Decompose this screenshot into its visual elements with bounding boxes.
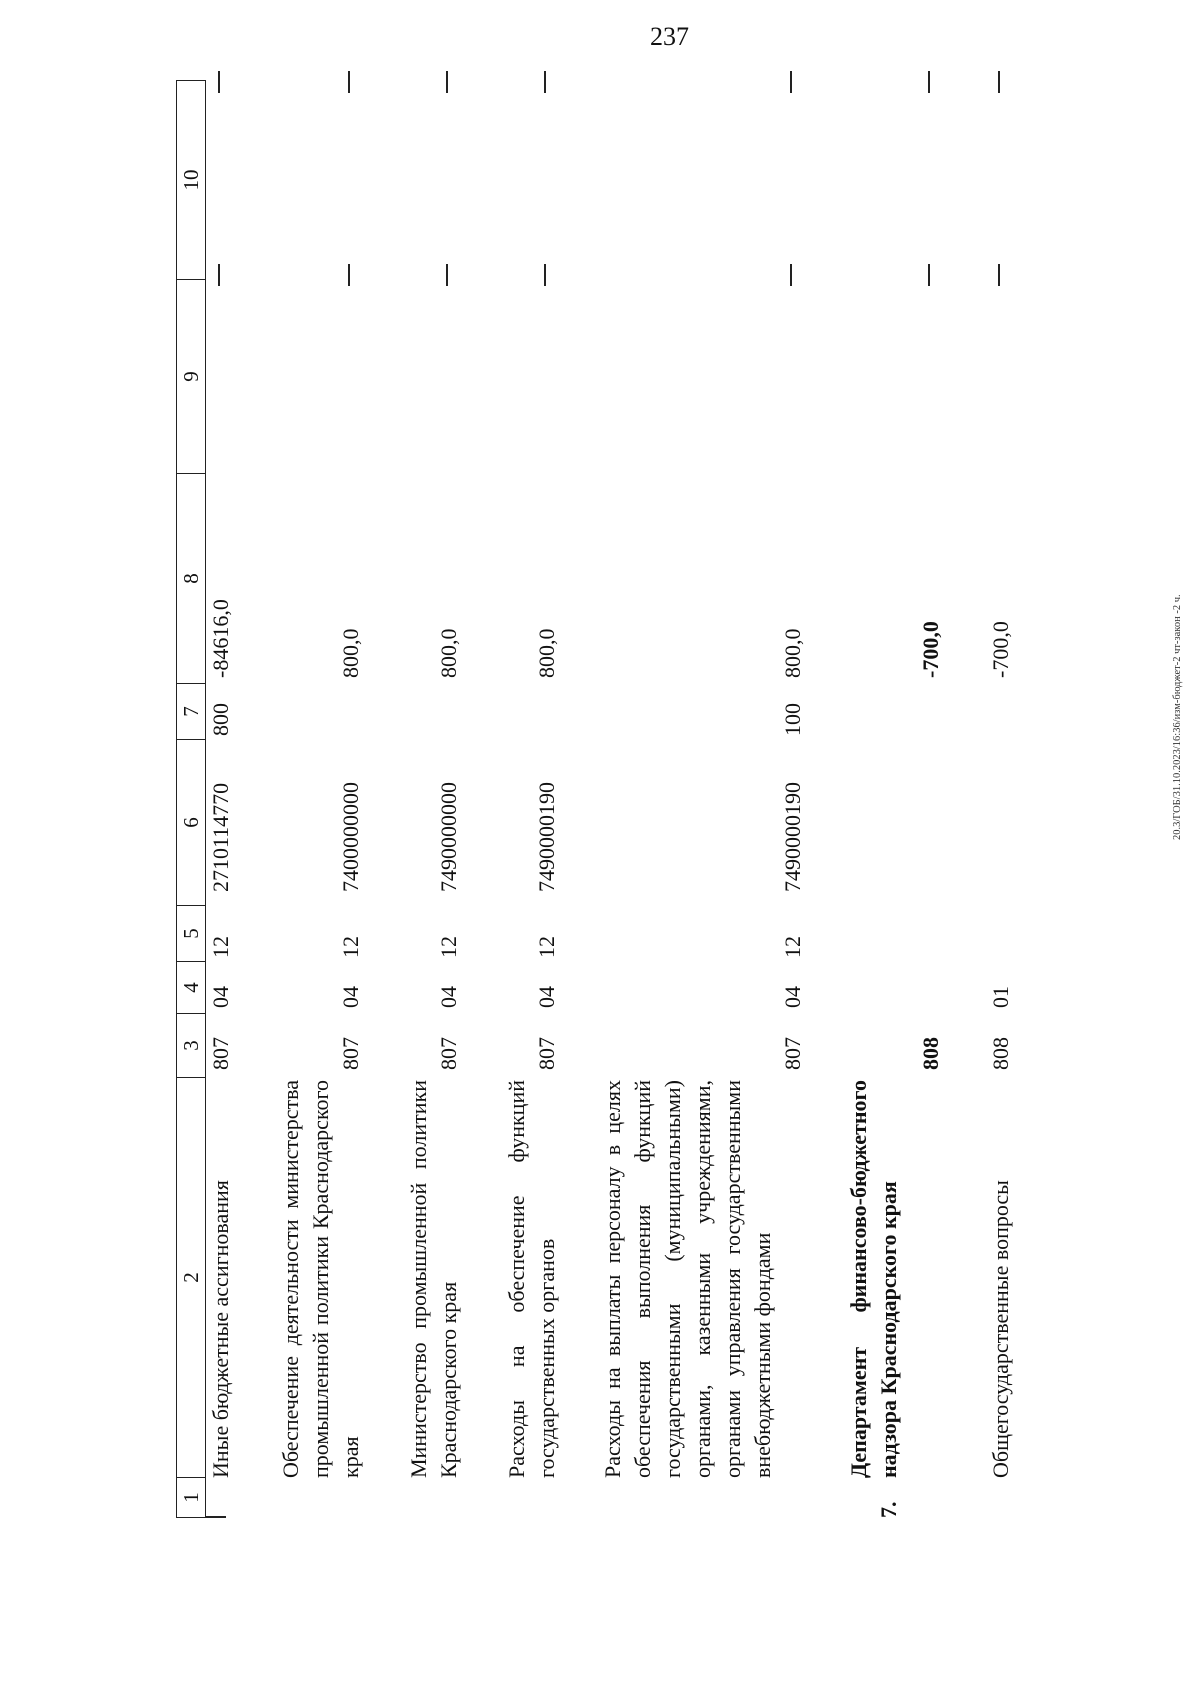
col7-value: 100 — [780, 703, 805, 736]
header-col-7: 7 — [176, 684, 206, 740]
col9-dash — [348, 264, 350, 286]
col3-value: 808 — [918, 1037, 943, 1070]
header-col-8: 8 — [176, 474, 206, 684]
header-col-1: 1 — [176, 1478, 206, 1518]
col10-dash — [218, 71, 220, 93]
col10-dash — [544, 71, 546, 93]
header-col-3: 3 — [176, 1014, 206, 1078]
col6-value: 7490000190 — [534, 782, 559, 892]
col8-value: 800,0 — [338, 628, 363, 678]
col9-dash — [998, 264, 1000, 286]
header-col-5: 5 — [176, 906, 206, 962]
table-frame-edge — [206, 1517, 226, 1519]
col10-dash — [348, 71, 350, 93]
col3-value: 807 — [208, 1037, 233, 1070]
row-name: Министерство промышленной политики Краснодарского края — [406, 1080, 461, 1478]
col10-dash — [446, 71, 448, 93]
row-name: Общегосударственные вопросы — [988, 1180, 1013, 1478]
col4-value: 04 — [780, 986, 805, 1008]
col4-value: 04 — [534, 986, 559, 1008]
col3-value: 808 — [988, 1037, 1013, 1070]
col8-value: -700,0 — [988, 621, 1013, 678]
col3-value: 807 — [436, 1037, 461, 1070]
col10-dash — [790, 71, 792, 93]
col3-value: 807 — [534, 1037, 559, 1070]
col9-dash — [928, 264, 930, 286]
col6-value: 7490000190 — [780, 782, 805, 892]
col9-dash — [544, 264, 546, 286]
header-col-2: 2 — [176, 1078, 206, 1478]
table-header-row — [176, 78, 206, 1518]
col7-value: 800 — [208, 703, 233, 736]
col10-dash — [998, 71, 1000, 93]
col9-dash — [790, 264, 792, 286]
col5-value: 12 — [436, 936, 461, 958]
header-col-9: 9 — [176, 280, 206, 474]
col5-value: 12 — [534, 936, 559, 958]
col4-value: 04 — [208, 986, 233, 1008]
col8-value: -700,0 — [918, 621, 943, 678]
section-title: Департамент финансово-бюджетного надзора Краснодарского края — [846, 1080, 901, 1478]
col4-value: 04 — [338, 986, 363, 1008]
col6-value: 7400000000 — [338, 782, 363, 892]
col5-value: 12 — [780, 936, 805, 958]
header-col-4: 4 — [176, 962, 206, 1014]
row-name: Обеспечение деятельности министерства промышленной политики Краснодарского края — [278, 1080, 363, 1478]
col6-value: 7490000000 — [436, 782, 461, 892]
col3-value: 807 — [338, 1037, 363, 1070]
row-name: Расходы на обеспечение функций государственных органов — [504, 1080, 559, 1478]
col10-dash — [928, 71, 930, 93]
col5-value: 12 — [338, 936, 363, 958]
col6-value: 2710114770 — [208, 782, 233, 892]
col8-value: 800,0 — [534, 628, 559, 678]
col3-value: 807 — [780, 1037, 805, 1070]
col4-value: 04 — [436, 986, 461, 1008]
col8-value: 800,0 — [780, 628, 805, 678]
header-col-6: 6 — [176, 740, 206, 906]
col8-value: 800,0 — [436, 628, 461, 678]
col8-value: -84616,0 — [208, 599, 233, 678]
col4-value: 01 — [988, 986, 1013, 1008]
row-name: Расходы на выплаты персоналу в целях обеспечения выполнения функций государственными (муниципальными) органами, казенными учреждениями, органами управления государственными внебюджетными фондами — [600, 1080, 775, 1478]
col9-dash — [446, 264, 448, 286]
section-number: 7. — [876, 1501, 901, 1518]
header-col-10: 10 — [176, 80, 206, 280]
row-name: Иные бюджетные ассигнования — [208, 1180, 233, 1478]
document-code: 20.3/ГОБ/31.10.2023/16:36/изм-бюджет-2 чт-закон -2 ч. — [1172, 594, 1183, 840]
page-number: 237 — [650, 22, 689, 51]
budget-table — [176, 78, 1186, 1518]
col9-dash — [218, 264, 220, 286]
col5-value: 12 — [208, 936, 233, 958]
